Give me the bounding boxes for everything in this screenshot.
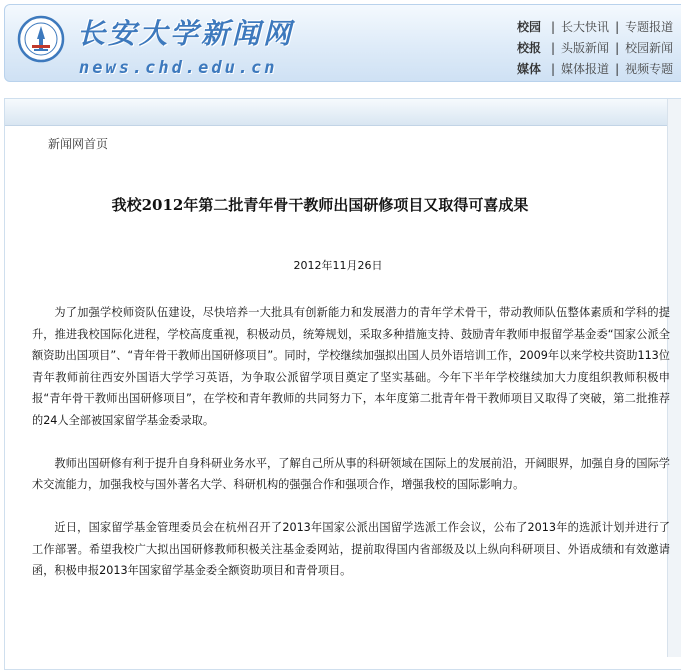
content-panel-header-bar [5,99,667,126]
article-paragraph: 近日，国家留学基金管理委员会在杭州召开了2013年国家公派出国留学选派工作会议，公布了2013年的选派计划并进行了工作部署。希望我校广大拟出国研修教师积极关注基金委网站，提前取得国内省部级及以上纵向科研项目、外语成绩和有效邀请函，积极申报2013年国家留学基金委全额资助项目和青骨项目。 [32,521,670,577]
nav-row-media [517,59,673,79]
nav-row-school-paper [517,38,673,58]
nav-divider: | [551,20,556,34]
site-header [4,4,681,82]
nav-category-school-paper: 校报 [517,41,542,55]
nav-divider: | [551,62,556,76]
site-domain: news.chd.edu.cn [79,58,278,78]
university-logo-icon[interactable] [17,15,65,63]
nav-divider: | [615,20,620,34]
nav-row-campus [517,17,673,37]
article-title: 我校2012年第二批青年骨干教师出国研修项目又取得可喜成果 [111,196,529,214]
article-date: 2012年11月26日 [293,259,383,272]
article-paragraph: 教师出国研修有利于提升自身科研业务水平，了解自己所从事的科研领域在国际上的发展前沿，开阔眼界，加强自身的国际学术交流能力，加强我校与国外著名大学、科研机构的强强合作和强项合作，增强我校的国际影响力。 [32,456,670,491]
nav-divider: | [551,41,556,55]
nav-divider: | [615,62,620,76]
nav-link-cda-news[interactable]: 长大快讯 [561,20,610,34]
nav-link-media-reports[interactable]: 媒体报道 [561,62,610,76]
nav-link-video-topics[interactable]: 视频专题 [625,62,674,76]
site-title[interactable]: 长安大学新闻网 [77,17,295,50]
nav-link-campus-news[interactable]: 校园新闻 [625,41,674,55]
nav-category-media: 媒体 [517,62,542,76]
nav-link-headline-news[interactable]: 头版新闻 [561,41,610,55]
nav-link-special-reports[interactable]: 专题报道 [625,20,674,34]
nav-category-campus: 校园 [517,20,542,34]
nav-divider: | [615,41,620,55]
article-body [32,302,670,603]
article-paragraph: 为了加强学校师资队伍建设，尽快培养一大批具有创新能力和发展潜力的青年学术骨干，带动教师队伍整体素质和学科的提升，推进我校国际化进程，学校高度重视，积极动员，统筹规划，采取多种措施支持、鼓励青年教师申报留学基金委“国家公派全额资助出国项目”、“青年骨干教师出国研修项目”。同时，学校继续加强拟出国人员外语培训工作，2009年以来学校共资助113位青年教师前往西安外国语大学学习英语，为争取公派留学项目奠定了坚实基础。今年下半年学校继续加大力度组织教师积极申报“青年骨干教师出国研修项目”，在学校和青年教师的共同努力下，本年度第二批青年骨干教师项目又取得了突破，第二批推荐的24人全部被国家留学基金委录取。 [32,306,670,427]
breadcrumb-home-link[interactable]: 新闻网首页 [48,137,109,151]
